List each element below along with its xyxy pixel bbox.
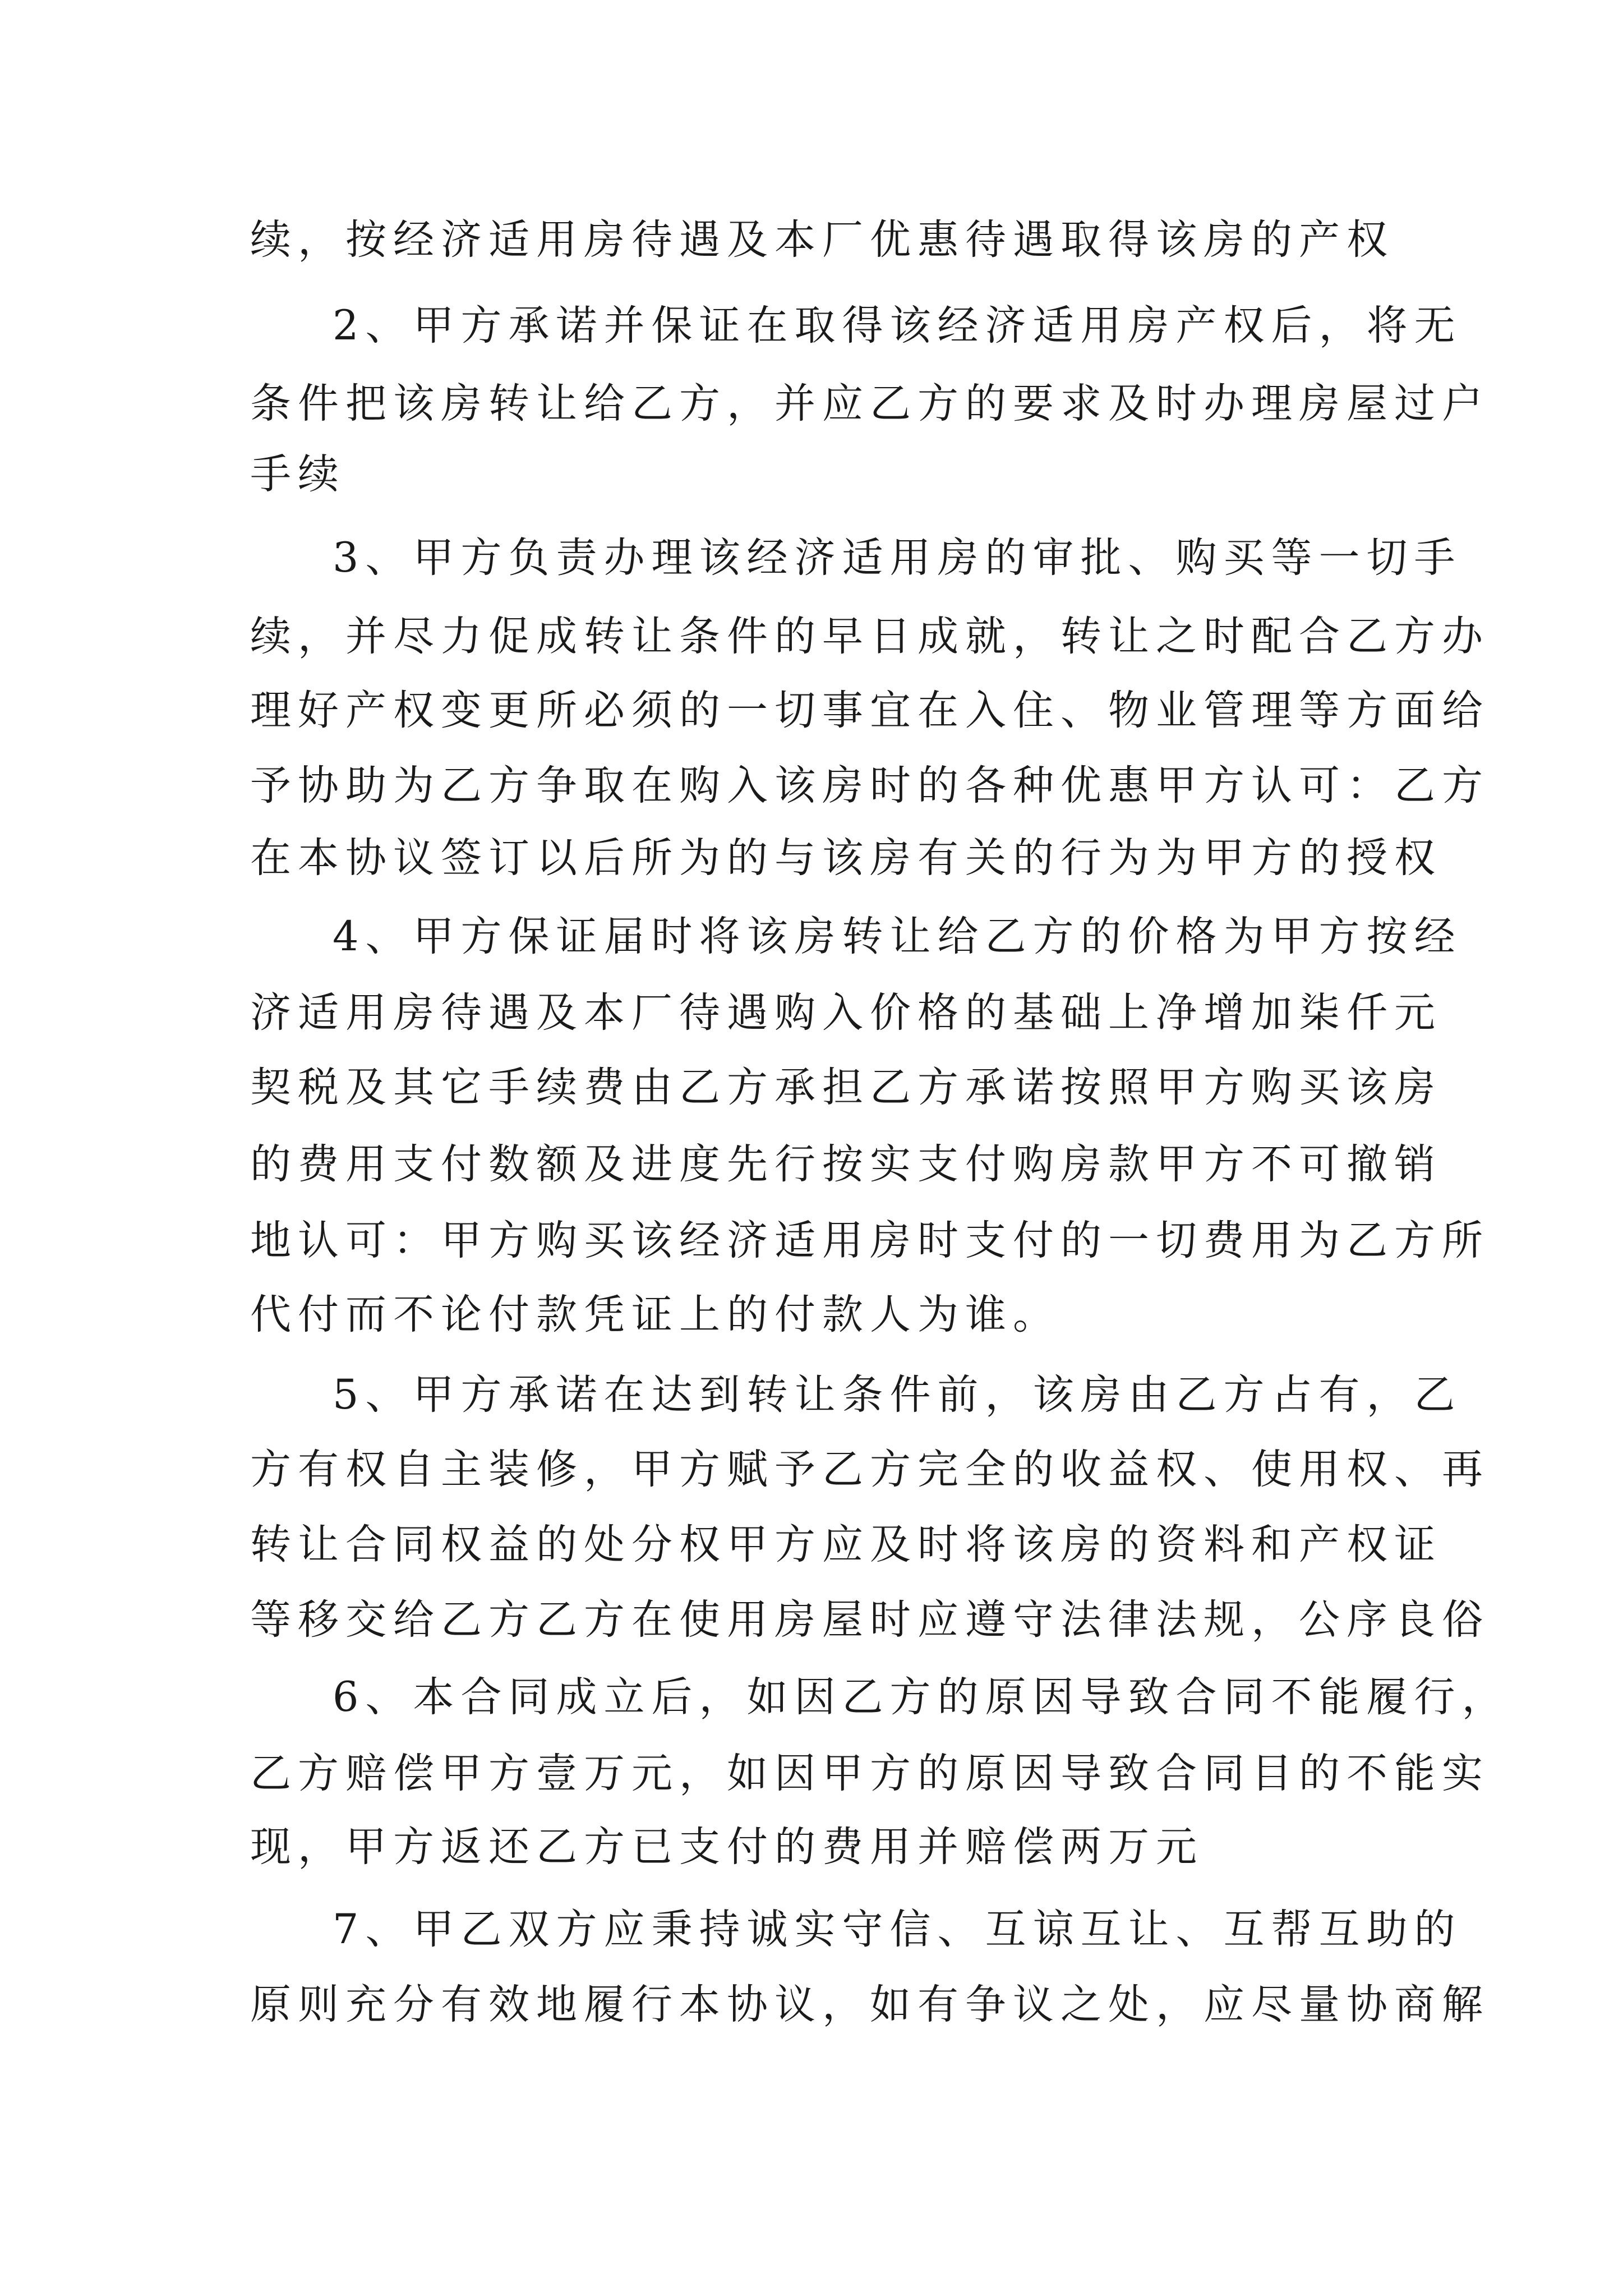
- clause-4-line: 4、甲方保证届时将该房转让给乙方的价格为甲方按经: [333, 913, 1462, 960]
- clause-3-line: 3、甲方负责办理该经济适用房的审批、购买等一切手: [333, 534, 1462, 582]
- text-line: 的费用支付数额及进度先行按实支付购房款甲方不可撤销: [250, 1140, 1442, 1188]
- text-line: 理好产权变更所必须的一切事宜在入住、物业管理等方面给: [250, 687, 1490, 734]
- clause-2-line: 2、甲方承诺并保证在取得该经济适用房产权后，将无: [333, 302, 1462, 349]
- clause-5-line: 5、甲方承诺在达到转让条件前，该房由乙方占有，乙: [333, 1371, 1462, 1419]
- text-line: 现，甲方返还乙方已支付的费用并赔偿两万元: [250, 1823, 1204, 1871]
- text-line: 续，并尽力促成转让条件的早日成就，转让之时配合乙方办: [250, 613, 1490, 660]
- text-line: 续，按经济适用房待遇及本厂优惠待遇取得该房的产权: [250, 216, 1394, 264]
- clause-7-line: 7、甲乙双方应秉持诚实守信、互谅互让、互帮互助的: [333, 1906, 1462, 1953]
- text-line: 原则充分有效地履行本协议，如有争议之处，应尽量协商解: [250, 1981, 1490, 2028]
- text-line: 乙方赔偿甲方壹万元，如因甲方的原因导致合同目的不能实: [250, 1750, 1490, 1797]
- text-line: 济适用房待遇及本厂待遇购入价格的基础上净增加柒仟元: [250, 989, 1442, 1037]
- text-line: 予协助为乙方争取在购入该房时的各种优惠甲方认可：乙方: [250, 762, 1490, 809]
- text-line: 地认可：甲方购买该经济适用房时支付的一切费用为乙方所: [250, 1217, 1490, 1264]
- text-line: 手续: [250, 450, 345, 498]
- clause-6-line: 6、本合同成立后，如因乙方的原因导致合同不能履行，: [333, 1673, 1510, 1721]
- text-line: 契税及其它手续费由乙方承担乙方承诺按照甲方购买该房: [250, 1064, 1442, 1111]
- text-line: 等移交给乙方乙方在使用房屋时应遵守法律法规，公序良俗: [250, 1596, 1490, 1644]
- text-line: 方有权自主装修，甲方赋予乙方完全的收益权、使用权、再: [250, 1446, 1490, 1493]
- text-line: 转让合同权益的处分权甲方应及时将该房的资料和产权证: [250, 1521, 1442, 1568]
- text-line: 条件把该房转让给乙方，并应乙方的要求及时办理房屋过户: [250, 380, 1490, 427]
- text-line: 代付而不论付款凭证上的付款人为谁。: [250, 1291, 1061, 1338]
- text-line: 在本协议签订以后所为的与该房有关的行为为甲方的授权: [250, 834, 1442, 882]
